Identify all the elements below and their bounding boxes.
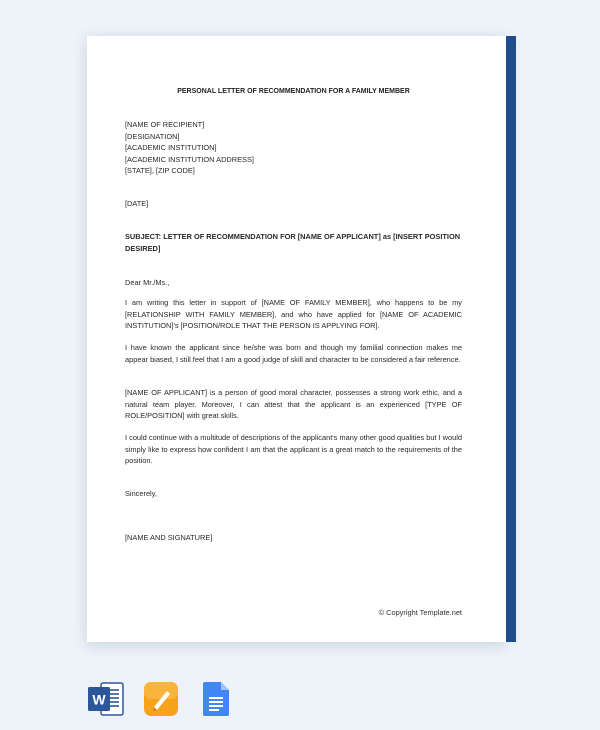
letter-subject: SUBJECT: LETTER OF RECOMMENDATION FOR [NAME OF APPLICANT] as [INSERT POSITION DESIRED] [125,232,461,253]
pages-icon[interactable] [142,680,180,718]
paragraph: [NAME OF APPLICANT] is a person of good moral character, possesses a strong work ethic, and a natural team player. Moreover, I can attest that the applicant is an experienced [TYPE OF ROLE/POSITION] with great skills. [125,388,462,420]
letter-date: [DATE] [125,199,149,208]
letter-title: PERSONAL LETTER OF RECOMMENDATION FOR A FAMILY MEMBER [177,88,410,95]
google-docs-icon[interactable] [197,680,235,718]
address-line: [STATE], [ZIP CODE] [125,166,195,175]
paragraph: I could continue with a multitude of descriptions of the applicant's many other good qualities but I would simply like to express how confident I am that the applicant is a great match to the requirements of the position. [125,433,462,465]
paragraph: I am writing this letter in support of [NAME OF FAMILY MEMBER], who happens to be my [RELATIONSHIP WITH FAMILY MEMBER], and who have applied for [NAME OF ACADEMIC INSTITUTION]'s [POSITION/ROLE THAT THE PERSON IS APPLYING FOR]. [125,298,462,330]
address-line: [ACADEMIC INSTITUTION] [125,143,217,152]
page-edge-accent [506,36,516,642]
word-icon-letter: W [92,691,106,708]
document-page [87,36,506,642]
recipient-address [125,119,462,177]
closing: Sincerely, [125,489,157,498]
salutation: Dear Mr./Ms., [125,278,170,287]
address-line: [DESIGNATION] [125,131,180,141]
address-line: [ACADEMIC INSTITUTION ADDRESS] [125,154,254,164]
copyright-notice: © Copyright Template.net [378,608,462,617]
address-line: [NAME OF RECIPIENT] [125,120,205,129]
word-icon[interactable] [87,680,125,718]
paragraph: I have known the applicant since he/she was born and though my familial connection makes me appear biased, I still feel that I am a good judge of skill and character to be considered a fair reference. [125,343,462,364]
signature-line: [NAME AND SIGNATURE] [125,533,213,542]
